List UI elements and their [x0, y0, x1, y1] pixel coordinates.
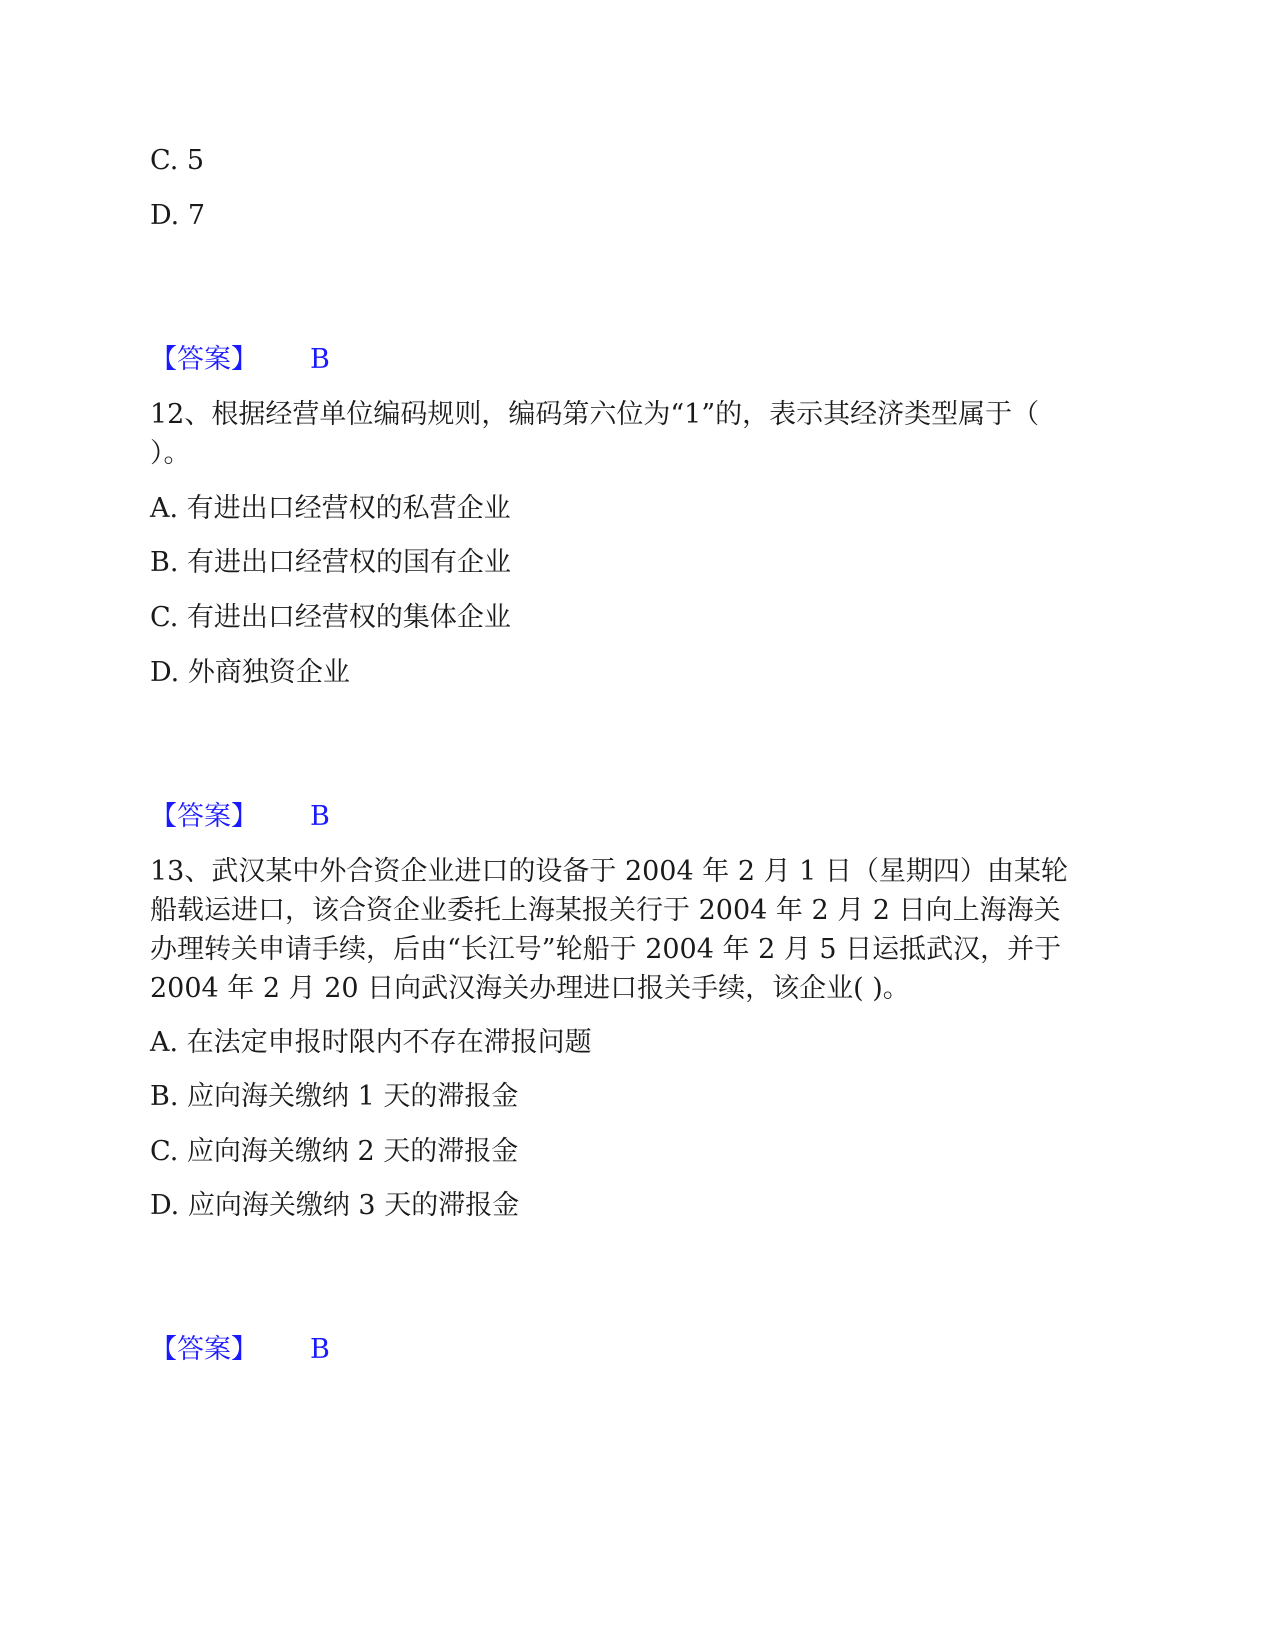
q13-stem-line-4: 2004 年 2 月 20 日向武汉海关办理进口报关手续，该企业( )。 [150, 973, 910, 1004]
q13-option-a: A. 在法定申报时限内不存在滞报问题 [150, 1027, 592, 1058]
q13-stem-line-3: 办理转关申请手续，后由“长江号”轮船于 2004 年 2 月 5 日运抵武汉，并于 [150, 934, 1062, 965]
answer-label: 【答案】 [150, 1334, 258, 1365]
q12-answer [150, 797, 330, 837]
q12-stem-line-1: 12、根据经营单位编码规则，编码第六位为“1”的，表示其经济类型属于（ [150, 399, 1040, 430]
q12-option-c: C. 有进出口经营权的集体企业 [150, 602, 511, 633]
q13-option-b: B. 应向海关缴纳 1 天的滞报金 [150, 1081, 519, 1112]
q11-option-c: C. 5 [150, 145, 205, 176]
q13-option-c: C. 应向海关缴纳 2 天的滞报金 [150, 1136, 519, 1167]
q13-option-d: D. 应向海关缴纳 3 天的滞报金 [150, 1190, 520, 1221]
answer-value: B [310, 344, 330, 375]
answer-value: B [310, 801, 330, 832]
q11-option-d: D. 7 [150, 200, 206, 231]
q13-stem-line-1: 13、武汉某中外合资企业进口的设备于 2004 年 2 月 1 日（星期四）由某轮 [150, 856, 1068, 887]
q12-option-b: B. 有进出口经营权的国有企业 [150, 547, 512, 578]
q12-option-a: A. 有进出口经营权的私营企业 [150, 493, 511, 524]
q12-option-d: D. 外商独资企业 [150, 657, 350, 688]
q13-answer [150, 1330, 330, 1370]
answer-label: 【答案】 [150, 801, 258, 832]
q11-answer [150, 340, 330, 380]
answer-value: B [310, 1334, 330, 1365]
q12-stem-line-2: ）。 [150, 438, 191, 469]
q13-stem-line-2: 船载运进口，该合资企业委托上海某报关行于 2004 年 2 月 2 日向上海海关 [150, 895, 1061, 926]
answer-label: 【答案】 [150, 344, 258, 375]
